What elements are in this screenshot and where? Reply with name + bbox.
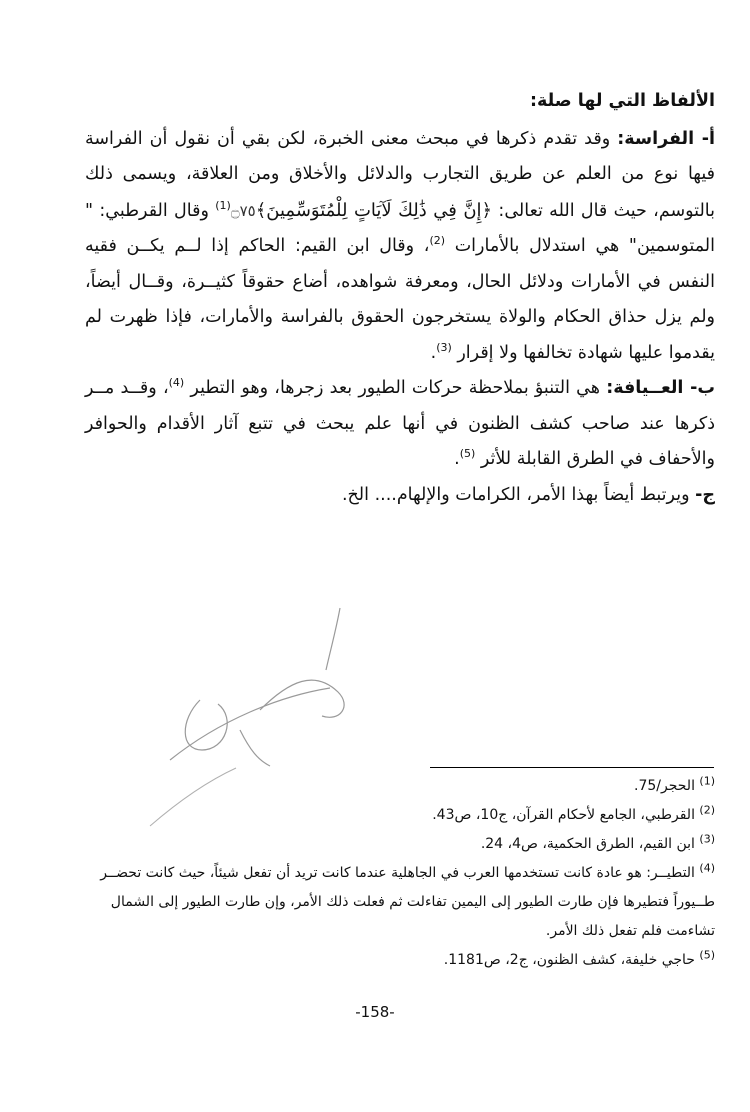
footnote-number: (3): [699, 832, 715, 846]
paragraph-firasa: [85, 122, 715, 372]
footnote-divider: [430, 767, 714, 768]
section-heading: الألفاظ التي لها صلة:: [530, 91, 715, 111]
paragraph-text: هي التنبؤ بملاحظة حركات الطيور بعد زجرها، وهو التطير: [184, 378, 607, 398]
footnote-text: ابن القيم، الطرق الحكمية، ص4، 24.: [480, 836, 700, 852]
footnote-text: حاجي خليفة، كشف الظنون، ج2، ص1181.: [443, 952, 700, 968]
footnote-ref-3: (3): [436, 340, 452, 354]
footnotes: [85, 772, 715, 975]
footnote-5: [85, 946, 715, 975]
footnote-1: [85, 772, 715, 801]
footnote-ref-1: (1): [215, 198, 231, 212]
footnote-3: [85, 830, 715, 859]
main-text: [85, 84, 715, 513]
item-lead-iyafa: ب- العــيافة:: [606, 378, 715, 398]
paragraph-text: وقد تقدم ذكرها في مبحث معنى الخبرة، لكن بقي أن نقول أن الفراسة فيها نوع من العلم عن طريق التجارب والدلائل والأخلاق ومن العلاقة، ويسمى ذلك بالتوسم، حيث قال الله تعالى:: [85, 128, 715, 221]
paragraph-text: .: [454, 449, 460, 469]
footnote-ref-5: (5): [459, 447, 476, 461]
paragraph-text: ويرتبط أيضاً بهذا الأمر، الكرامات والإلهام.... الخ.: [341, 484, 696, 505]
item-lead-jim: ج-: [695, 484, 715, 505]
footnote-4: [85, 859, 715, 946]
quran-verse: ﴿إِنَّ فِي ذَٰلِكَ لَآيَاتٍ لِلْمُتَوَسِّمِينَ﴾: [255, 199, 493, 221]
paragraph-text: ، وقــد مــر ذكرها عند صاحب كشف الظنون في أنها علم يبحث في تتبع آثار الأقدام والحوافر والأحفاف في الطرق القابلة للأثر: [85, 378, 715, 469]
paragraph-text: .: [430, 342, 437, 363]
footnote-number: (2): [699, 803, 715, 817]
footnote-ref-4: (4): [168, 376, 185, 390]
paragraph-text: وقال القرطبي: " المتوسمين" هي استدلال بالأمارات: [85, 200, 715, 256]
footnote-number: (5): [699, 948, 715, 962]
footnote-text: الحجر/75.: [634, 778, 700, 794]
ayah-number-mark: ۝٧٥: [230, 201, 256, 220]
page-number: -158-: [355, 1003, 395, 1021]
footnote-text: التطيــر: هو عادة كانت تستخدمها العرب في الجاهلية عندما كانت تريد أن تفعل شيئاً، حيث كانت تحضــر طــيوراً فتطيرها فإن طارت الطيور إلى اليمين تفاءلت ثم فعلت ذلك الأمر، وإن طارت الطيور إلى الشمال تشاءمت فلم تفعل ذلك الأمر.: [100, 865, 715, 939]
paragraph-text: ، وقال ابن القيم: الحاكم إذا لــم يكــن فقيه النفس في الأمارات ودلائل الحال، ومعرفة شواهده، أضاع حقوقاً كثيــرة، وقــال أيضاً، ولم يزل حذاق الحكام والولاة يستخرجون الحقوق بالفراسة والأمارات، فإذا ظهرت لم يقدموا عليها شهادة تخالفها ولا إقرار: [85, 236, 715, 363]
footnote-number: (1): [699, 774, 715, 788]
footnote-2: [85, 801, 715, 830]
paragraph-iyafa: [85, 371, 715, 478]
item-lead-firasa: أ- الفراسة:: [617, 128, 715, 149]
footnote-ref-2: (2): [429, 234, 446, 248]
footnote-text: القرطبي، الجامع لأحكام القرآن، ج10، ص43.: [432, 807, 700, 823]
paragraph-karamat: [85, 478, 715, 514]
footnote-number: (4): [699, 861, 715, 875]
